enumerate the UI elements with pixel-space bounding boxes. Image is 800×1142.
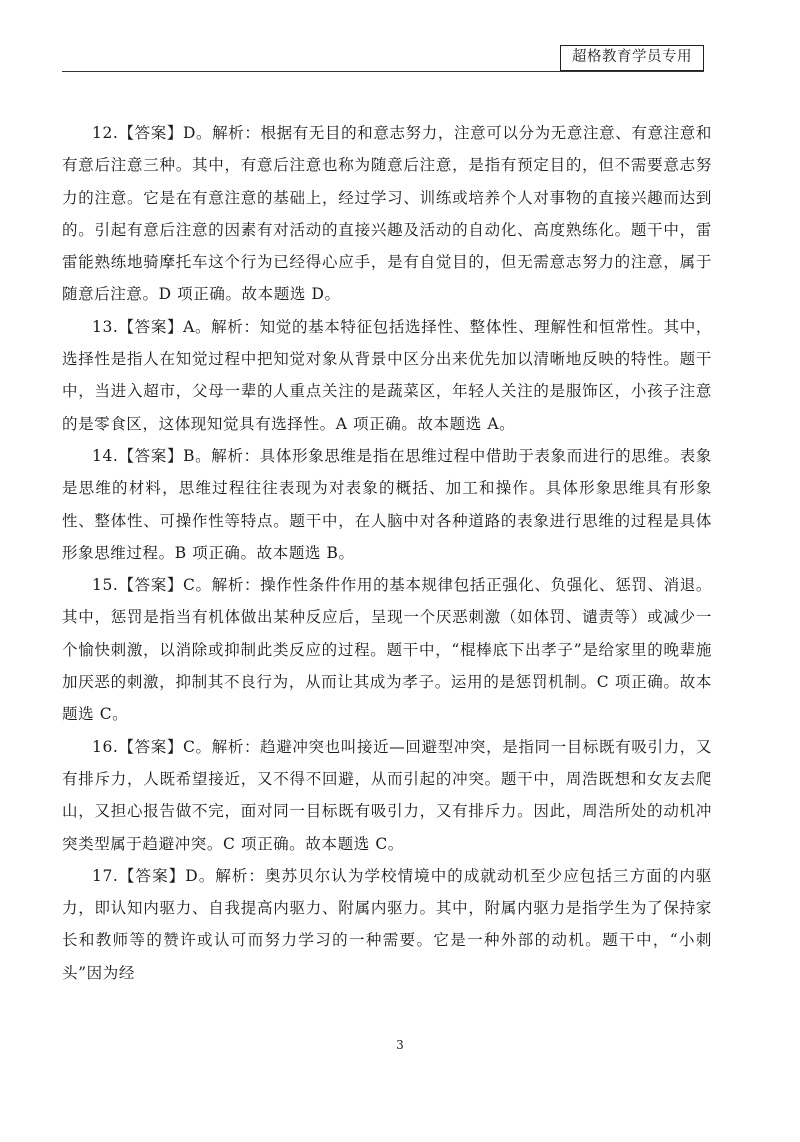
answer-paragraph-12: 12.【答案】D。解析：根据有无目的和意志努力，注意可以分为无意注意、有意注意和有意后注意三种。其中，有意后注意也称为随意后注意，是指有预定目的，但不需要意志努力的注意。它是在有意注意的基础上，经过学习、训练或培养个人对事物的直接兴趣而达到的。引起有意后注意的因素有对活动的直接兴趣及活动的自动化、高度熟练化。题干中，雷雷能熟练地骑摩托车这个行为已经得心应手，是有自觉目的，但无需意志努力的注意，属于随意后注意。D 项正确。故本题选 D。: [62, 124, 712, 304]
answer-paragraph-14: 14.【答案】B。解析：具体形象思维是指在思维过程中借助于表象而进行的思维。表象是思维的材料，思维过程往往表现为对表象的概括、加工和操作。具体形象思维具有形象性、整体性、可操作性等特点。题干中，在人脑中对各种道路的表象进行思维的过程是具体形象思维过程。B 项正确。故本题选 B。: [62, 446, 712, 562]
answer-paragraph-17: 17.【答案】D。解析：奥苏贝尔认为学校情境中的成就动机至少应包括三方面的内驱力，即认知内驱力、自我提高内驱力、附属内驱力。其中，附属内驱力是指学生为了保持家长和教师等的赞许或认可而努力学习的一种需要。它是一种外部的动机。题干中，“小刺头”因为经: [62, 866, 712, 982]
answer-paragraph-15: 15.【答案】C。解析：操作性条件作用的基本规律包括正强化、负强化、惩罚、消退。其中，惩罚是指当有机体做出某种反应后，呈现一个厌恶刺激（如体罚、谴责等）或减少一个愉快刺激，以消除或抑制此类反应的过程。题干中，“棍棒底下出孝子”是给家里的晚辈施加厌恶的刺激，抑制其不良行为，从而让其成为孝子。运用的是惩罚机制。C 项正确。故本题选 C。: [62, 576, 712, 724]
answer-explanations: [62, 117, 712, 989]
page-number: 3: [396, 1038, 404, 1052]
header-rule: [62, 71, 704, 72]
header-stamp: 超格教育学员专用: [560, 45, 704, 71]
answer-paragraph-13: 13.【答案】A。解析：知觉的基本特征包括选择性、整体性、理解性和恒常性。其中，选择性是指人在知觉过程中把知觉对象从背景中区分出来优先加以清晰地反映的特性。题干中，当进入超市，父母一辈的人重点关注的是蔬菜区，年轻人关注的是服饰区，小孩子注意的是零食区，这体现知觉具有选择性。A 项正确。故本题选 A。: [62, 317, 712, 433]
answer-paragraph-16: 16.【答案】C。解析：趋避冲突也叫接近—回避型冲突，是指同一目标既有吸引力，又有排斥力，人既希望接近，又不得不回避，从而引起的冲突。题干中，周浩既想和女友去爬山，又担心报告做不完，面对同一目标既有吸引力，又有排斥力。因此，周浩所处的动机冲突类型属于趋避冲突。C 项正确。故本题选 C。: [62, 737, 712, 853]
